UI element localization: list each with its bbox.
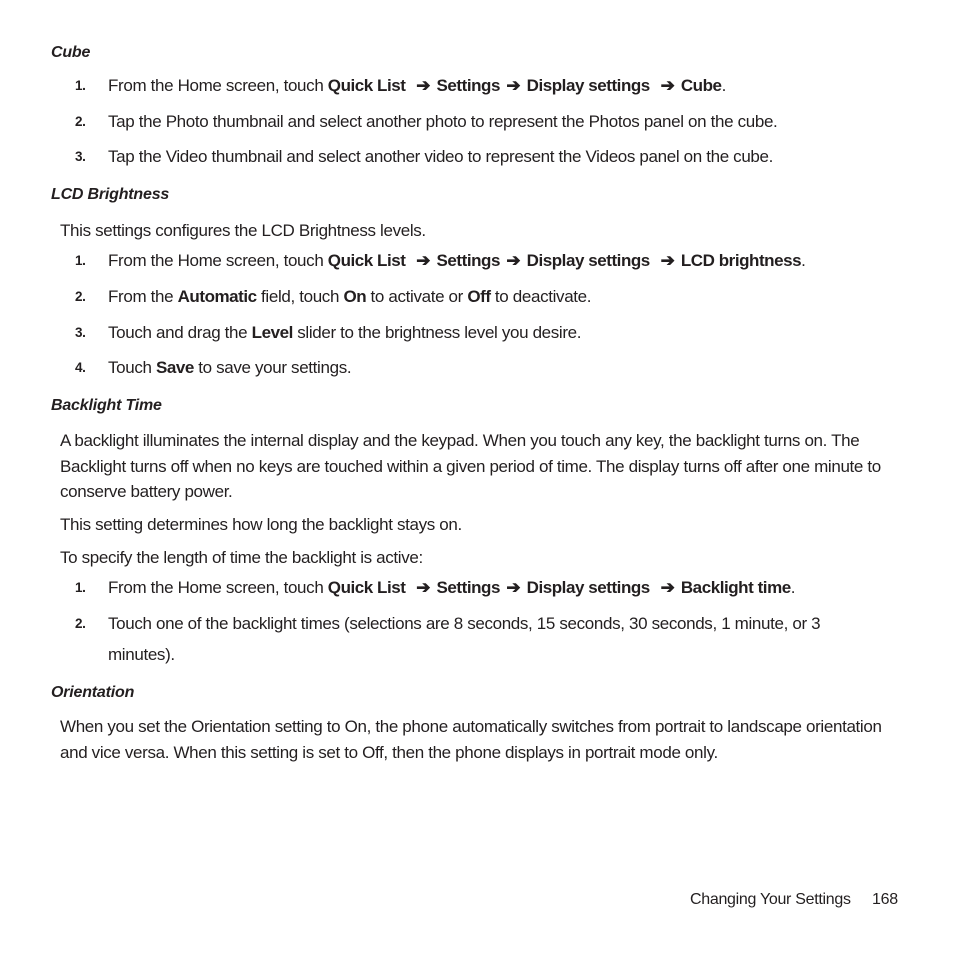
menu-path-display-settings: Display settings (526, 76, 650, 95)
menu-path-quick-list: Quick List (327, 251, 406, 270)
step-text-part: slider to the brightness level you desire. (292, 323, 582, 342)
step-text-part: . (790, 578, 796, 597)
arrow-right-icon: ➔ (416, 251, 431, 270)
menu-path-settings: Settings (436, 76, 500, 95)
menu-path-quick-list: Quick List (327, 578, 406, 597)
control-name-level: Level (251, 323, 293, 342)
lcd-intro-paragraph: This settings configures the LCD Brightness levels. (60, 221, 426, 240)
step-number: 2. (75, 289, 86, 304)
backlight-paragraph-3: To specify the length of time the backlight is active: (60, 548, 423, 567)
menu-path-settings: Settings (436, 578, 500, 597)
menu-path-settings: Settings (436, 251, 500, 270)
step-text-part: to activate or (366, 287, 468, 306)
menu-path-quick-list: Quick List (327, 76, 406, 95)
step-number: 1. (75, 253, 86, 268)
option-off: Off (467, 287, 491, 306)
button-name-save: Save (156, 358, 194, 377)
menu-path-display-settings: Display settings (526, 578, 650, 597)
menu-path-display-settings: Display settings (526, 251, 650, 270)
menu-path-lcd-brightness: LCD brightness (680, 251, 802, 270)
section-heading-cube: Cube (51, 44, 91, 61)
arrow-right-icon: ➔ (416, 578, 431, 597)
step-text-part: From the (108, 287, 178, 306)
arrow-right-icon: ➔ (506, 76, 521, 95)
section-heading-lcd-brightness: LCD Brightness (51, 186, 170, 203)
arrow-right-icon: ➔ (506, 251, 521, 270)
arrow-right-icon: ➔ (660, 76, 675, 95)
field-name-automatic: Automatic (177, 287, 257, 306)
step-number: 2. (75, 616, 86, 631)
section-heading-orientation: Orientation (51, 684, 135, 701)
step-text-part: . (721, 76, 726, 95)
section-heading-backlight-time: Backlight Time (51, 397, 162, 414)
step-number: 3. (75, 325, 86, 340)
step-text (108, 70, 868, 101)
step-text (108, 245, 868, 276)
step-text-part: field, touch (256, 287, 344, 306)
arrow-right-icon: ➔ (416, 76, 431, 95)
arrow-right-icon: ➔ (506, 578, 521, 597)
step-text-part: From the Home screen, touch (108, 578, 328, 597)
step-text-part: to save your settings. (193, 358, 352, 377)
footer-section-title: Changing Your Settings (690, 891, 851, 908)
orientation-paragraph: When you set the Orientation setting to On, the phone automatically switches from portrait to landscape orientation and vice versa. When this setting is set to Off, then the phone displays in portrait mode only. (60, 717, 882, 762)
step-text (108, 281, 868, 312)
menu-path-backlight-time: Backlight time (680, 578, 791, 597)
step-text-part: Touch and drag the (108, 323, 252, 342)
step-text-part: Touch (108, 358, 156, 377)
step-number: 2. (75, 114, 86, 129)
step-number: 4. (75, 360, 86, 375)
step-text: Tap the Video thumbnail and select another video to represent the Videos panel on the cube. (108, 147, 774, 166)
step-text: Touch one of the backlight times (selections are 8 seconds, 15 seconds, 30 seconds, 1 minute, or 3 minutes). (108, 614, 821, 664)
backlight-paragraph-2: This setting determines how long the backlight stays on. (60, 515, 462, 534)
step-number: 3. (75, 149, 86, 164)
step-text (108, 317, 868, 348)
option-on: On (343, 287, 367, 306)
step-text-part: to deactivate. (490, 287, 592, 306)
step-number: 1. (75, 78, 86, 93)
step-number: 1. (75, 580, 86, 595)
step-text (108, 572, 868, 603)
page-number: 168 (872, 891, 898, 908)
arrow-right-icon: ➔ (660, 251, 675, 270)
step-text-part: . (801, 251, 806, 270)
backlight-paragraph-1: A backlight illuminates the internal display and the keypad. When you touch any key, the backlight turns on. The Backlight turns off when no keys are touched within a given period of time. The display turns off after one minute to conserve battery power. (60, 431, 881, 501)
step-text: Tap the Photo thumbnail and select another photo to represent the Photos panel on the cube. (108, 112, 778, 131)
arrow-right-icon: ➔ (660, 578, 675, 597)
step-text-part: From the Home screen, touch (108, 251, 328, 270)
menu-path-cube: Cube (680, 76, 722, 95)
step-text-part: From the Home screen, touch (108, 76, 328, 95)
step-text (108, 352, 868, 383)
